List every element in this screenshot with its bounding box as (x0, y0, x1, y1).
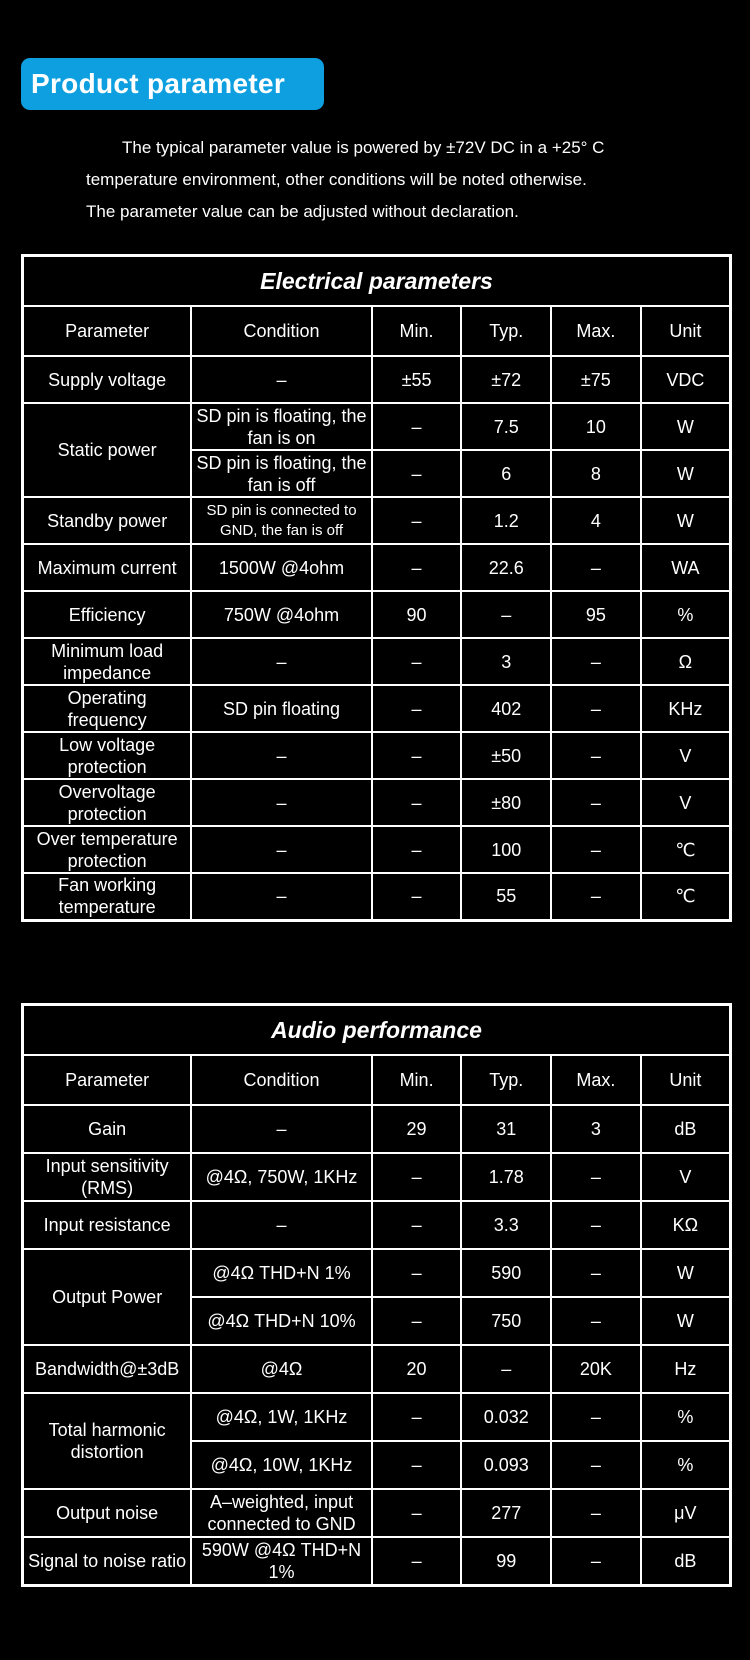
table-row (23, 544, 731, 591)
header-cell: Typ. (461, 306, 551, 356)
header-cell: Max. (551, 306, 641, 356)
table-row (23, 779, 731, 826)
condition-cell: A–weighted, input connected to GND (191, 1489, 371, 1537)
header-cell: Unit (641, 306, 731, 356)
unit-cell: Hz (641, 1345, 731, 1393)
unit-cell: W (641, 497, 731, 544)
unit-cell: W (641, 403, 731, 450)
param-cell: Input sensitivity (RMS) (23, 1153, 192, 1201)
header-row (23, 306, 731, 356)
table-row (23, 685, 731, 732)
table-row (23, 356, 731, 403)
min-cell: – (372, 1441, 462, 1489)
condition-cell: @4Ω, 750W, 1KHz (191, 1153, 371, 1201)
header-cell: Min. (372, 1055, 462, 1105)
max-cell: – (551, 1537, 641, 1585)
max-cell: 8 (551, 450, 641, 497)
max-cell: 95 (551, 591, 641, 638)
condition-cell: – (191, 873, 371, 920)
condition-cell: – (191, 356, 371, 403)
typ-cell: 55 (461, 873, 551, 920)
table-row (23, 1489, 731, 1537)
typ-cell: 1.2 (461, 497, 551, 544)
header-cell: Typ. (461, 1055, 551, 1105)
unit-cell: V (641, 779, 731, 826)
condition-cell: – (191, 732, 371, 779)
min-cell: – (372, 544, 462, 591)
param-cell: Output noise (23, 1489, 192, 1537)
condition-cell: 590W @4Ω THD+N 1% (191, 1537, 371, 1585)
max-cell: – (551, 685, 641, 732)
max-cell: 4 (551, 497, 641, 544)
max-cell: – (551, 638, 641, 685)
table-row (23, 873, 731, 920)
param-cell: Overvoltage protection (23, 779, 192, 826)
max-cell: – (551, 1489, 641, 1537)
min-cell: – (372, 497, 462, 544)
param-cell: Output Power (23, 1249, 192, 1345)
max-cell: – (551, 1201, 641, 1249)
param-cell: Efficiency (23, 591, 192, 638)
unit-cell: μV (641, 1489, 731, 1537)
typ-cell: – (461, 1345, 551, 1393)
min-cell: – (372, 1537, 462, 1585)
typ-cell: 0.032 (461, 1393, 551, 1441)
typ-cell: 6 (461, 450, 551, 497)
unit-cell: V (641, 1153, 731, 1201)
typ-cell: 7.5 (461, 403, 551, 450)
table-row (23, 591, 731, 638)
intro-text (86, 132, 686, 228)
intro-line: The typical parameter value is powered by ±72V DC in a +25° C (122, 138, 605, 157)
condition-cell: @4Ω THD+N 1% (191, 1249, 371, 1297)
param-cell: Input resistance (23, 1201, 192, 1249)
typ-cell: ±72 (461, 356, 551, 403)
section-badge: Product parameter (21, 58, 324, 110)
typ-cell: – (461, 591, 551, 638)
param-cell: Over temperature protection (23, 826, 192, 873)
param-cell: Fan working temperature (23, 873, 192, 920)
typ-cell: 100 (461, 826, 551, 873)
condition-cell: 750W @4ohm (191, 591, 371, 638)
max-cell: – (551, 1393, 641, 1441)
unit-cell: % (641, 1441, 731, 1489)
unit-cell: W (641, 1249, 731, 1297)
unit-cell: % (641, 1393, 731, 1441)
header-cell: Condition (191, 306, 371, 356)
condition-cell: 1500W @4ohm (191, 544, 371, 591)
electrical-parameters-table (21, 254, 732, 922)
condition-cell: @4Ω, 10W, 1KHz (191, 1441, 371, 1489)
condition-cell: @4Ω THD+N 10% (191, 1297, 371, 1345)
header-cell: Unit (641, 1055, 731, 1105)
min-cell: – (372, 1393, 462, 1441)
typ-cell: 99 (461, 1537, 551, 1585)
typ-cell: ±80 (461, 779, 551, 826)
param-cell: Supply voltage (23, 356, 192, 403)
param-cell: Total harmonic distortion (23, 1393, 192, 1489)
unit-cell: ℃ (641, 826, 731, 873)
typ-cell: 3 (461, 638, 551, 685)
unit-cell: VDC (641, 356, 731, 403)
min-cell: 29 (372, 1105, 462, 1153)
typ-cell: 0.093 (461, 1441, 551, 1489)
unit-cell: Ω (641, 638, 731, 685)
max-cell: 20K (551, 1345, 641, 1393)
condition-cell: SD pin floating (191, 685, 371, 732)
max-cell: – (551, 1249, 641, 1297)
header-cell: Max. (551, 1055, 641, 1105)
min-cell: – (372, 685, 462, 732)
param-cell: Bandwidth@±3dB (23, 1345, 192, 1393)
min-cell: 90 (372, 591, 462, 638)
condition-cell: SD pin is floating, the fan is on (191, 403, 371, 450)
table-row (23, 403, 731, 450)
condition-cell: – (191, 1201, 371, 1249)
min-cell: ±55 (372, 356, 462, 403)
max-cell: 3 (551, 1105, 641, 1153)
table-row (23, 1201, 731, 1249)
param-cell: Signal to noise ratio (23, 1537, 192, 1585)
typ-cell: 3.3 (461, 1201, 551, 1249)
unit-cell: KHz (641, 685, 731, 732)
unit-cell: WA (641, 544, 731, 591)
min-cell: – (372, 450, 462, 497)
min-cell: – (372, 1249, 462, 1297)
table-row (23, 826, 731, 873)
table-row (23, 638, 731, 685)
max-cell: – (551, 1153, 641, 1201)
min-cell: – (372, 873, 462, 920)
max-cell: – (551, 544, 641, 591)
unit-cell: ℃ (641, 873, 731, 920)
condition-cell: – (191, 779, 371, 826)
condition-cell: @4Ω, 1W, 1KHz (191, 1393, 371, 1441)
table-row (23, 1249, 731, 1297)
param-cell: Minimum load impedance (23, 638, 192, 685)
typ-cell: ±50 (461, 732, 551, 779)
condition-cell: – (191, 638, 371, 685)
min-cell: – (372, 732, 462, 779)
unit-cell: W (641, 1297, 731, 1345)
param-cell: Low voltage protection (23, 732, 192, 779)
min-cell: – (372, 403, 462, 450)
condition-cell: @4Ω (191, 1345, 371, 1393)
max-cell: – (551, 873, 641, 920)
table-title: Audio performance (23, 1005, 731, 1056)
table-row (23, 1393, 731, 1441)
max-cell: – (551, 826, 641, 873)
condition-cell: – (191, 1105, 371, 1153)
max-cell: – (551, 1297, 641, 1345)
condition-cell: SD pin is connected to GND, the fan is off (191, 497, 371, 544)
condition-cell: SD pin is floating, the fan is off (191, 450, 371, 497)
typ-cell: 750 (461, 1297, 551, 1345)
unit-cell: W (641, 450, 731, 497)
table-title: Electrical parameters (23, 256, 731, 307)
min-cell: – (372, 1489, 462, 1537)
max-cell: – (551, 732, 641, 779)
unit-cell: dB (641, 1537, 731, 1585)
min-cell: – (372, 1297, 462, 1345)
table-row (23, 1153, 731, 1201)
header-cell: Min. (372, 306, 462, 356)
typ-cell: 1.78 (461, 1153, 551, 1201)
intro-line: temperature environment, other conditions will be noted otherwise. (86, 170, 587, 189)
unit-cell: V (641, 732, 731, 779)
min-cell: – (372, 826, 462, 873)
param-cell: Maximum current (23, 544, 192, 591)
param-cell: Standby power (23, 497, 192, 544)
typ-cell: 402 (461, 685, 551, 732)
table-row (23, 1345, 731, 1393)
param-cell: Static power (23, 403, 192, 497)
header-row (23, 1055, 731, 1105)
min-cell: – (372, 638, 462, 685)
min-cell: – (372, 1201, 462, 1249)
header-cell: Condition (191, 1055, 371, 1105)
param-cell: Operating frequency (23, 685, 192, 732)
typ-cell: 277 (461, 1489, 551, 1537)
min-cell: 20 (372, 1345, 462, 1393)
param-cell: Gain (23, 1105, 192, 1153)
typ-cell: 590 (461, 1249, 551, 1297)
typ-cell: 22.6 (461, 544, 551, 591)
intro-line: The parameter value can be adjusted without declaration. (86, 202, 519, 221)
unit-cell: dB (641, 1105, 731, 1153)
min-cell: – (372, 1153, 462, 1201)
table-row (23, 497, 731, 544)
unit-cell: KΩ (641, 1201, 731, 1249)
max-cell: 10 (551, 403, 641, 450)
table-row (23, 1105, 731, 1153)
header-cell: Parameter (23, 306, 192, 356)
table-row (23, 1537, 731, 1585)
unit-cell: % (641, 591, 731, 638)
max-cell: – (551, 779, 641, 826)
typ-cell: 31 (461, 1105, 551, 1153)
header-cell: Parameter (23, 1055, 192, 1105)
max-cell: – (551, 1441, 641, 1489)
condition-cell: – (191, 826, 371, 873)
audio-performance-table (21, 1003, 732, 1587)
max-cell: ±75 (551, 356, 641, 403)
table-row (23, 732, 731, 779)
min-cell: – (372, 779, 462, 826)
